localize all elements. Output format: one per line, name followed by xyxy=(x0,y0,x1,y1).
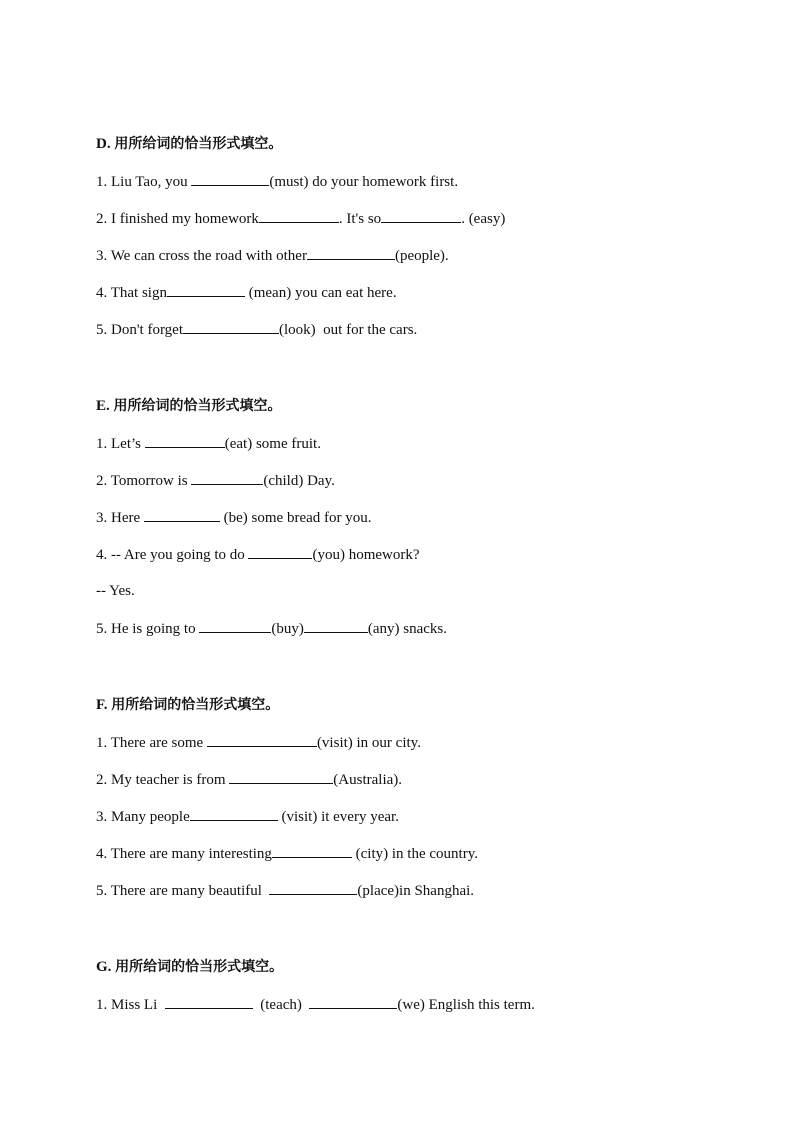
section-instruction: 用所给词的恰当形式填空。 xyxy=(113,398,282,414)
answer-blank[interactable] xyxy=(207,732,317,747)
section-g xyxy=(96,957,736,1014)
exercise-line xyxy=(96,245,736,265)
line-text: -- Yes. xyxy=(96,583,135,599)
exercise-line xyxy=(96,769,736,789)
answer-blank[interactable] xyxy=(165,994,253,1009)
exercise-line xyxy=(96,806,736,826)
answer-blank[interactable] xyxy=(304,618,368,633)
answer-blank[interactable] xyxy=(381,208,461,223)
section-instruction: 用所给词的恰当形式填空。 xyxy=(111,697,280,713)
line-text: 1. There are some xyxy=(96,735,207,751)
line-text: 3. Here xyxy=(96,510,144,526)
exercise-line xyxy=(96,843,736,863)
line-text: 1. Miss Li xyxy=(96,997,165,1013)
answer-blank[interactable] xyxy=(259,208,339,223)
answer-blank[interactable] xyxy=(144,507,220,522)
answer-blank[interactable] xyxy=(269,880,357,895)
line-text: . It's so xyxy=(338,211,382,227)
exercise-line xyxy=(96,581,736,601)
line-text: (eat) some fruit. xyxy=(224,436,321,452)
line-text: (people). xyxy=(394,248,449,264)
section-f xyxy=(96,695,736,900)
line-text: 3. We can cross the road with other xyxy=(96,248,307,264)
line-text: (be) some bread for you. xyxy=(219,510,372,526)
line-text: 4. There are many interesting xyxy=(96,846,272,862)
exercise-line xyxy=(96,282,736,302)
answer-blank[interactable] xyxy=(191,171,269,186)
section-label: D. xyxy=(96,136,111,152)
line-text: (visit) it every year. xyxy=(277,809,399,825)
line-text: 4. -- Are you going to do xyxy=(96,547,249,563)
line-text: (we) English this term. xyxy=(397,997,535,1013)
line-text: 2. I finished my homework xyxy=(96,211,259,227)
section-e xyxy=(96,396,736,638)
exercise-line xyxy=(96,880,736,900)
exercise-line xyxy=(96,470,736,490)
line-text: 2. Tomorrow is xyxy=(96,473,192,489)
section-label: E. xyxy=(96,398,110,414)
section-label: F. xyxy=(96,697,108,713)
line-text: 5. There are many beautiful xyxy=(96,883,270,899)
answer-blank[interactable] xyxy=(167,282,245,297)
line-text: (visit) in our city. xyxy=(316,735,421,751)
line-text: (any) snacks. xyxy=(367,621,447,637)
answer-blank[interactable] xyxy=(190,806,278,821)
answer-blank[interactable] xyxy=(307,245,395,260)
exercise-line xyxy=(96,544,736,564)
section-d xyxy=(96,134,736,339)
line-text: (must) do your homework first. xyxy=(269,174,459,190)
line-text: (mean) you can eat here. xyxy=(244,285,397,301)
answer-blank[interactable] xyxy=(229,769,333,784)
answer-blank[interactable] xyxy=(248,544,312,559)
line-text: 4. That sign xyxy=(96,285,167,301)
line-text: (Australia). xyxy=(333,772,403,788)
line-text: (place)in Shanghai. xyxy=(357,883,475,899)
line-text: (you) homework? xyxy=(312,547,420,563)
line-text: (teach) xyxy=(252,997,310,1013)
line-text: (child) Day. xyxy=(263,473,335,489)
exercise-line xyxy=(96,618,736,638)
line-text: 2. My teacher is from xyxy=(96,772,230,788)
exercise-line xyxy=(96,433,736,453)
section-label: G. xyxy=(96,959,112,975)
answer-blank[interactable] xyxy=(145,433,225,448)
line-text: (city) in the country. xyxy=(351,846,478,862)
answer-blank[interactable] xyxy=(183,319,279,334)
exercise-line xyxy=(96,994,736,1014)
line-text: (look) out for the cars. xyxy=(279,322,418,338)
answer-blank[interactable] xyxy=(199,618,271,633)
section-title xyxy=(96,695,736,715)
line-text: 3. Many people xyxy=(96,809,190,825)
line-text: (buy) xyxy=(271,621,304,637)
line-text: 5. He is going to xyxy=(96,621,200,637)
exercise-line xyxy=(96,208,736,228)
section-title xyxy=(96,396,736,416)
answer-blank[interactable] xyxy=(309,994,397,1009)
section-instruction: 用所给词的恰当形式填空。 xyxy=(115,959,284,975)
answer-blank[interactable] xyxy=(191,470,263,485)
exercise-line xyxy=(96,171,736,191)
exercise-line xyxy=(96,732,736,752)
line-text: 5. Don't forget xyxy=(96,322,183,338)
section-instruction: 用所给词的恰当形式填空。 xyxy=(114,136,283,152)
section-title xyxy=(96,957,736,977)
section-title xyxy=(96,134,736,154)
line-text: 1. Liu Tao, you xyxy=(96,174,192,190)
line-text: 1. Let’s xyxy=(96,436,145,452)
line-text: . (easy) xyxy=(461,211,506,227)
exercise-line xyxy=(96,507,736,527)
answer-blank[interactable] xyxy=(272,843,352,858)
exercise-line xyxy=(96,319,736,339)
